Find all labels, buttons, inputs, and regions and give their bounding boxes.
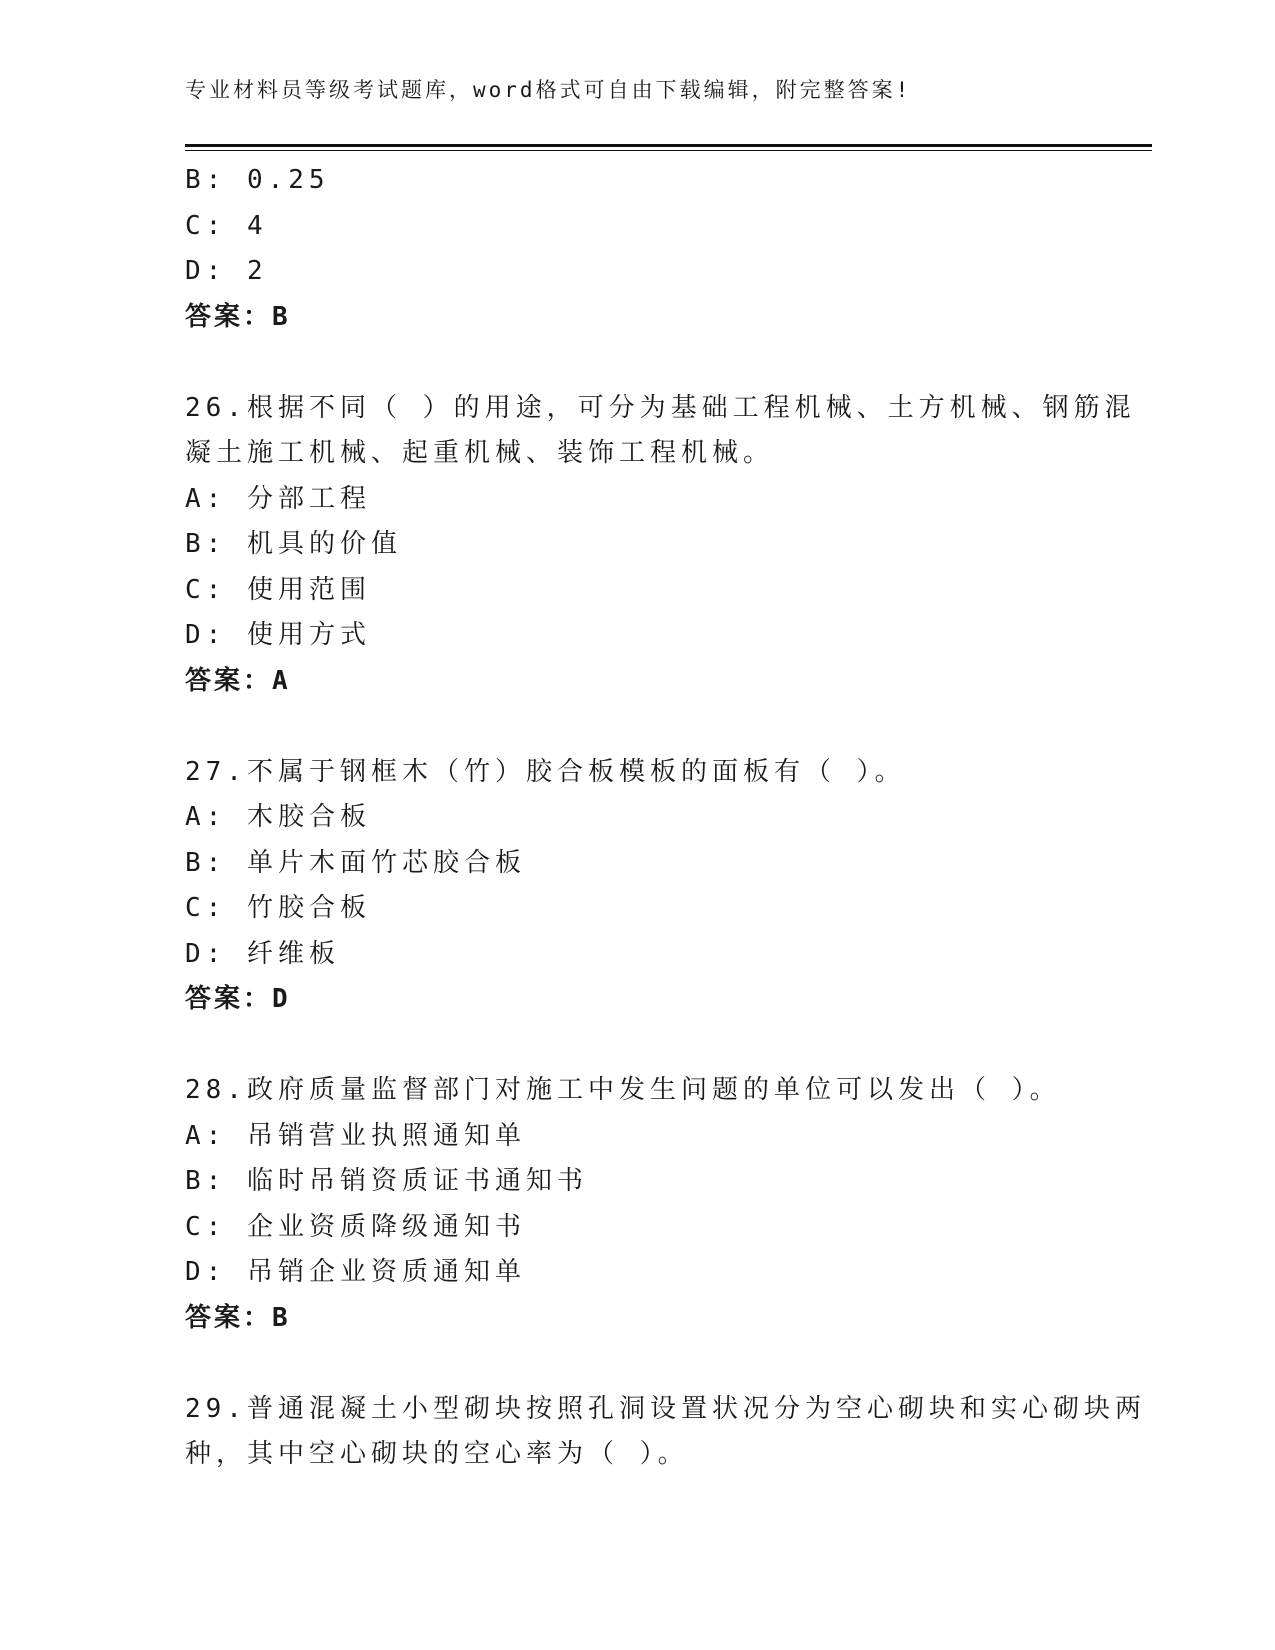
question-stem: 凝土施工机械、起重机械、装饰工程机械。	[185, 438, 775, 468]
question-stem: 26.根据不同（ ）的用途，可分为基础工程机械、土方机械、钢筋混	[185, 392, 1136, 423]
option-b: B: 机具的价值	[185, 529, 402, 559]
option-c: C: 竹胶合板	[185, 893, 371, 923]
option-b: B: 单片木面竹芯胶合板	[185, 847, 526, 878]
spacer	[185, 340, 1085, 386]
option-a: A: 分部工程	[185, 483, 371, 514]
question-stem: 29.普通混凝土小型砌块按照孔洞设置状况分为空心砌块和实心砌块两	[185, 1393, 1146, 1424]
spacer	[185, 704, 1085, 750]
question-stem: 种，其中空心砌块的空心率为（ ）。	[185, 1439, 689, 1469]
option-d: D: 纤维板	[185, 938, 340, 969]
spacer	[185, 1341, 1085, 1387]
option-d: D: 吊销企业资质通知单	[185, 1257, 526, 1287]
option-a: A: 吊销营业执照通知单	[185, 1120, 526, 1151]
option-d: D: 使用方式	[185, 620, 371, 650]
page-header: 专业材料员等级考试题库，word格式可自由下载编辑，附完整答案!	[185, 78, 912, 102]
question-stem: 27.不属于钢框木（竹）胶合板模板的面板有（ ）。	[185, 756, 906, 787]
answer: 答案：B	[185, 301, 291, 332]
answer: 答案：D	[185, 984, 291, 1014]
question-stem: 28.政府质量监督部门对施工中发生问题的单位可以发出（ ）。	[185, 1075, 1061, 1105]
header-rule-thin	[185, 150, 1152, 151]
option-c: C: 使用范围	[185, 574, 371, 605]
option-a: A: 木胶合板	[185, 802, 371, 832]
option-d: D: 2	[185, 256, 268, 286]
option-b: B: 0.25	[185, 165, 330, 195]
spacer	[185, 1023, 1085, 1069]
option-c: C: 企业资质降级通知书	[185, 1211, 526, 1242]
option-c: C: 4	[185, 210, 268, 241]
answer: 答案：B	[185, 1302, 291, 1333]
question-content	[185, 158, 1146, 1478]
answer: 答案：A	[185, 665, 291, 696]
option-b: B: 临时吊销资质证书通知书	[185, 1166, 588, 1196]
header-rule-thick	[185, 144, 1152, 147]
